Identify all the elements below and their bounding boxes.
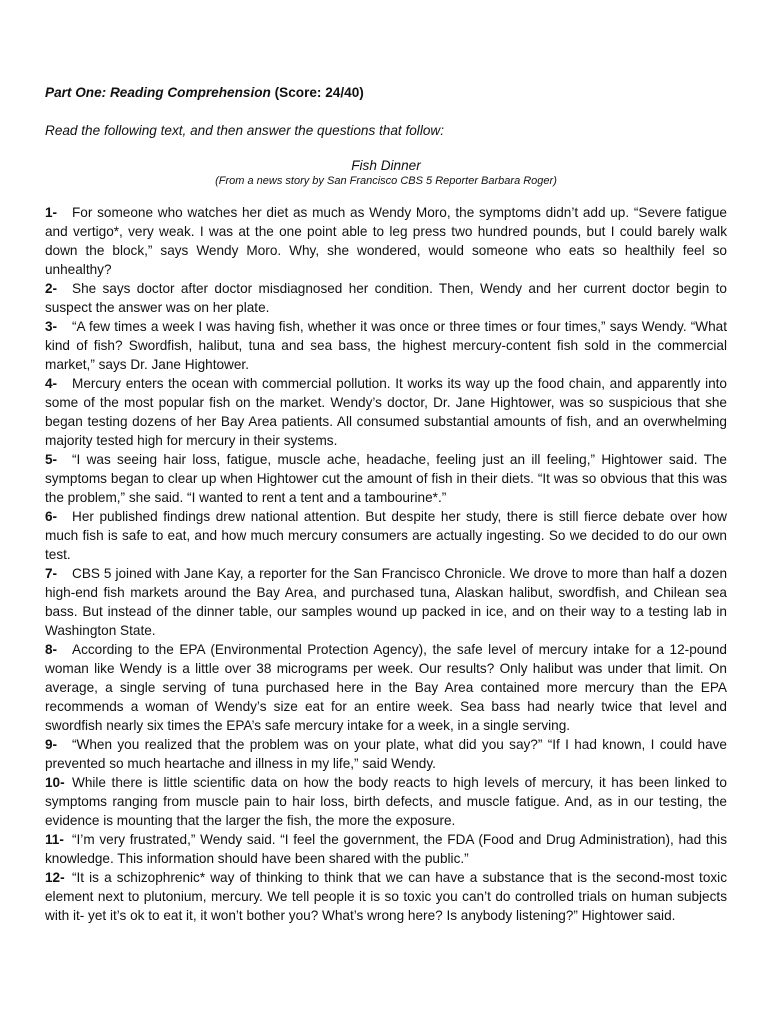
paragraph-text: “When you realized that the problem was on your plate, what did you say?” “If I had known, I could have prevented so much heartache and illness in my life,” said Wendy. (45, 737, 727, 771)
paragraph-11 (45, 830, 727, 868)
paragraph-number: 11- (45, 832, 64, 847)
paragraph-text: Her published findings drew national attention. But despite her study, there is still fierce debate over how much fish is safe to eat, and how much mercury consumers are actually ingesting. So we decided to do our own test. (45, 509, 727, 562)
paragraph-1 (45, 203, 727, 279)
paragraph-number: 9- (45, 737, 58, 752)
paragraph-number: 7- (45, 566, 58, 581)
paragraph-text: “I’m very frustrated,” Wendy said. “I feel the government, the FDA (Food and Drug Administration), had this knowledge. This information should have been shared with the public.” (45, 832, 727, 866)
paragraph-text: “I was seeing hair loss, fatigue, muscle ache, headache, feeling just an ill feeling,” Hightower said. The symptoms began to clear up when Hightower cut the amount of fish in their diets. “It was so obvious that this was the problem,” she said. “I wanted to rent a tent and a tambourine*.” (45, 452, 727, 505)
paragraph-text: Mercury enters the ocean with commercial pollution. It works its way up the food chain, and apparently into some of the most popular fish on the market. Wendy’s doctor, Dr. Jane Hightower, was so suspicious that she began testing dozens of her Bay Area patients. All consumed substantial amounts of fish, and an overwhelming majority tested high for mercury in their systems. (45, 376, 727, 448)
paragraph-number: 10- (45, 775, 65, 790)
paragraph-number: 6- (45, 509, 58, 524)
paragraph-number: 2- (45, 281, 58, 296)
paragraph-12 (45, 868, 727, 925)
paragraph-7 (45, 564, 727, 640)
paragraph-text: “A few times a week I was having fish, whether it was once or three times or four times,” says Wendy. “What kind of fish? Swordfish, halibut, tuna and sea bass, the highest mercury-content fish sold in the commercial market,” says Dr. Jane Hightower. (45, 319, 727, 372)
part-heading (45, 84, 727, 101)
paragraph-text: CBS 5 joined with Jane Kay, a reporter for the San Francisco Chronicle. We drove to more than half a dozen high-end fish markets around the Bay Area, and purchased tuna, Alaskan halibut, swordfish, and Chilean sea bass. But instead of the dinner table, our samples wound up packed in ice, and on their way to a testing lab in Washington State. (45, 566, 727, 638)
paragraph-text: For someone who watches her diet as much as Wendy Moro, the symptoms didn’t add up. “Severe fatigue and vertigo*, very weak. I was at the one point able to leg press two hundred pounds, but I could barely walk down the block,” says Wendy Moro. Why, she wondered, would someone who eats so healthily feel so unhealthy? (45, 205, 727, 277)
story-source: (From a news story by San Francisco CBS 5 Reporter Barbara Roger) (215, 175, 557, 187)
part-title: Part One: Reading Comprehension (45, 85, 271, 100)
paragraph-5 (45, 450, 727, 507)
paragraph-number: 4- (45, 376, 58, 391)
story-paragraphs (45, 203, 727, 925)
paragraph-number: 12- (45, 870, 65, 885)
paragraph-text: She says doctor after doctor misdiagnosed her condition. Then, Wendy and her current doctor begin to suspect the answer was on her plate. (45, 281, 727, 315)
paragraph-2 (45, 279, 727, 317)
document-page (45, 84, 727, 925)
paragraph-9 (45, 735, 727, 773)
paragraph-text: According to the EPA (Environmental Protection Agency), the safe level of mercury intake for a 12-pound woman like Wendy is a little over 38 micrograms per week. Our results? Only halibut was under that limit. On average, a single serving of tuna purchased here in the Bay Area contained more mercury than the EPA recommends a woman of Wendy’s size eat for an entire week. Sea bass had nearly twice that level and swordfish nearly six times the EPA’s safe mercury intake for a week, in a single serving. (45, 642, 727, 733)
paragraph-3 (45, 317, 727, 374)
paragraph-number: 8- (45, 642, 58, 657)
paragraph-number: 1- (45, 205, 58, 220)
paragraph-text: “It is a schizophrenic* way of thinking to think that we can have a substance that is the second-most toxic element next to plutonium, mercury. We tell people it is so toxic you can’t do controlled trials on human subjects with it- yet it’s ok to eat it, it won’t bother you? What’s wrong here? Is anybody listening?” Hightower said. (45, 870, 727, 923)
paragraph-number: 5- (45, 452, 58, 467)
paragraph-6 (45, 507, 727, 564)
paragraph-8 (45, 640, 727, 735)
instructions: Read the following text, and then answer the questions that follow: (45, 123, 444, 138)
paragraph-4 (45, 374, 727, 450)
score-label: (Score: 24/40) (274, 85, 364, 100)
paragraph-number: 3- (45, 319, 58, 334)
paragraph-10 (45, 773, 727, 830)
story-title: Fish Dinner (351, 158, 421, 173)
paragraph-text: While there is little scientific data on how the body reacts to high levels of mercury, it has been linked to symptoms ranging from muscle pain to hair loss, birth defects, and muscle fatigue. And, as in our testing, the evidence is mounting that the larger the fish, the more the exposure. (45, 775, 727, 828)
